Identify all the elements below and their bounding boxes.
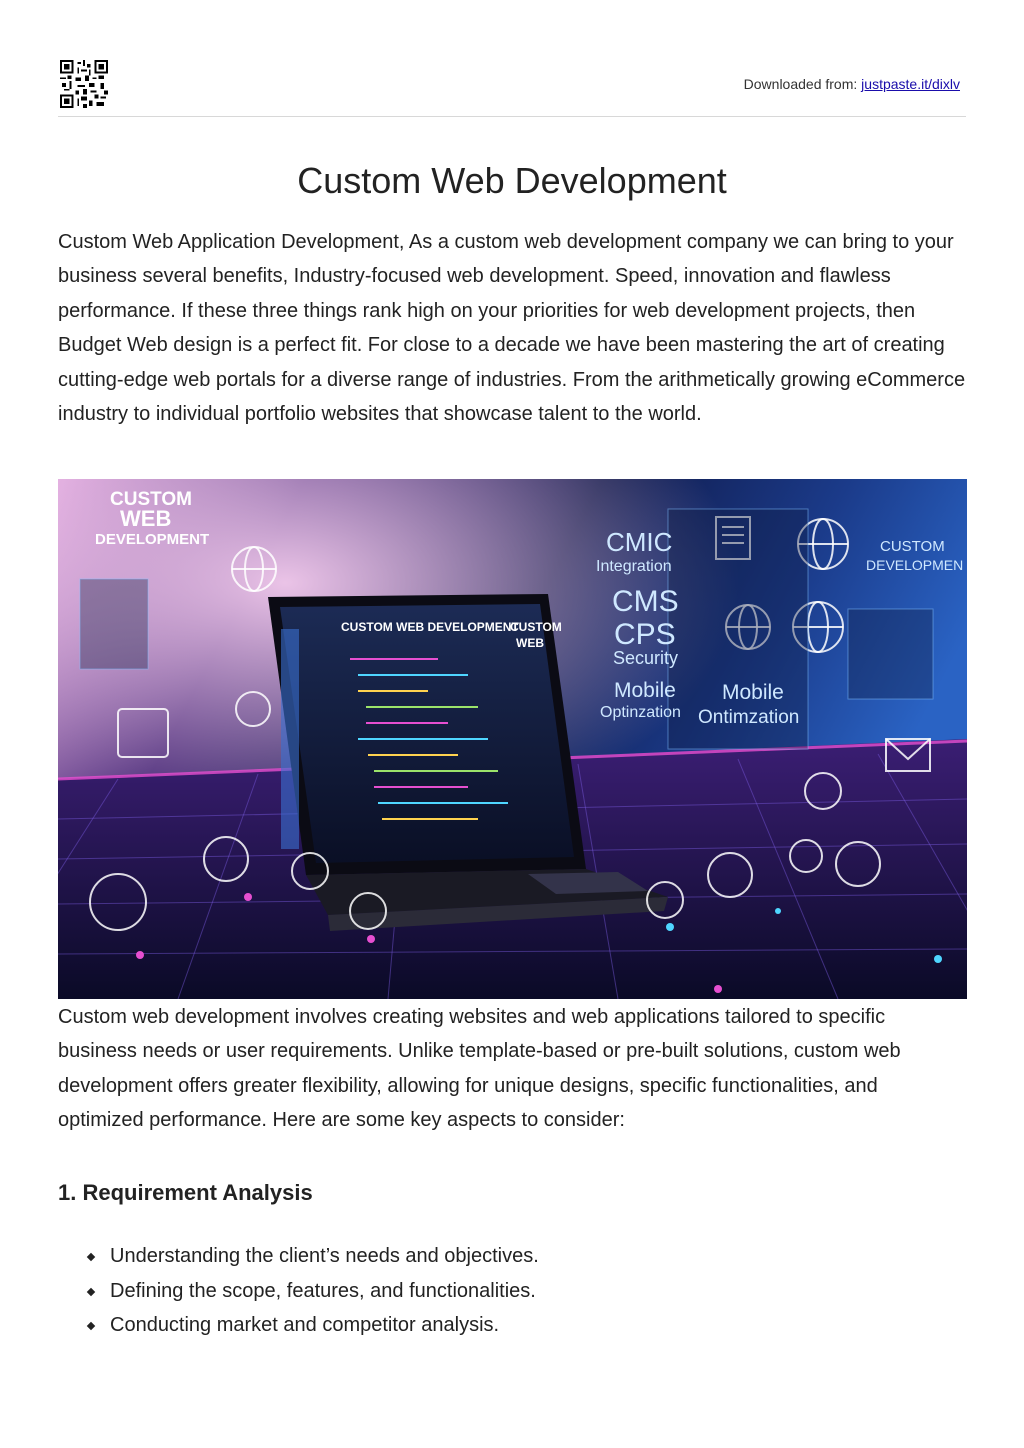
svg-text:CPS: CPS: [614, 618, 676, 651]
bullet-icon: [87, 1287, 95, 1295]
body-paragraph: Custom web development involves creating websites and web applications tailored to specific business needs or user requirements. Unlike template-based or pre-built solutions, custom web development offers greater flexibility, allowing for unique designs, specific functionalities, and optimized performance. Here are some key aspects to consider:: [58, 1006, 901, 1132]
source-link[interactable]: justpaste.it/dixlv: [861, 76, 960, 92]
download-prefix: Downloaded from:: [743, 76, 862, 92]
list-item: Defining the scope, features, and functionalities.: [88, 1274, 539, 1309]
svg-text:Integration: Integration: [596, 558, 672, 575]
intro-paragraph: Custom Web Application Development, As a custom web development company we can bring to your business several benefits, Industry-focused web development. Speed, innovation and flawless performance. If these three things rank high on your priorities for web development projects, then Budget Web design is a perfect fit. For close to a decade we have been mastering the art of creating cutting-edge web portals for a diverse range of industries. From the arithmetically growing eCommerce industry to individual portfolio websites that showcase talent to the world.: [58, 231, 966, 426]
list-item: Understanding the client’s needs and objectives.: [88, 1239, 539, 1274]
hero-corner-title-3: DEVELOPMENT: [95, 531, 210, 548]
page-header: [58, 58, 966, 117]
svg-text:CUSTOM: CUSTOM: [880, 538, 945, 555]
svg-text:CMS: CMS: [612, 585, 679, 618]
svg-text:Security: Security: [613, 648, 679, 668]
svg-text:CMIC: CMIC: [606, 527, 673, 557]
svg-text:DEVELOPMEN: DEVELOPMEN: [866, 557, 964, 573]
svg-text:Mobile: Mobile: [722, 681, 784, 704]
svg-text:Optinzation: Optinzation: [600, 704, 681, 721]
laptop-screen-title: CUSTOM WEB DEVELOPMENT: [341, 620, 519, 634]
svg-text:WEB: WEB: [516, 636, 544, 650]
bullet-icon: [87, 1322, 95, 1330]
svg-text:Ontimzation: Ontimzation: [698, 707, 800, 728]
list-item: Conducting market and competitor analysis.: [88, 1308, 539, 1343]
section-heading-requirement-analysis: 1. Requirement Analysis: [58, 1180, 313, 1205]
bullet-icon: [87, 1253, 95, 1261]
svg-text:CUSTOM: CUSTOM: [510, 620, 562, 634]
hero-corner-title-1: CUSTOM: [110, 489, 192, 510]
hero-corner-title-2: WEB: [120, 506, 172, 531]
qr-code-icon: [60, 60, 108, 108]
page-title: Custom Web Development: [297, 160, 727, 201]
svg-text:Mobile: Mobile: [614, 679, 676, 702]
requirement-list: [88, 1239, 539, 1343]
download-source: [744, 76, 960, 92]
hero-image: [58, 479, 967, 999]
